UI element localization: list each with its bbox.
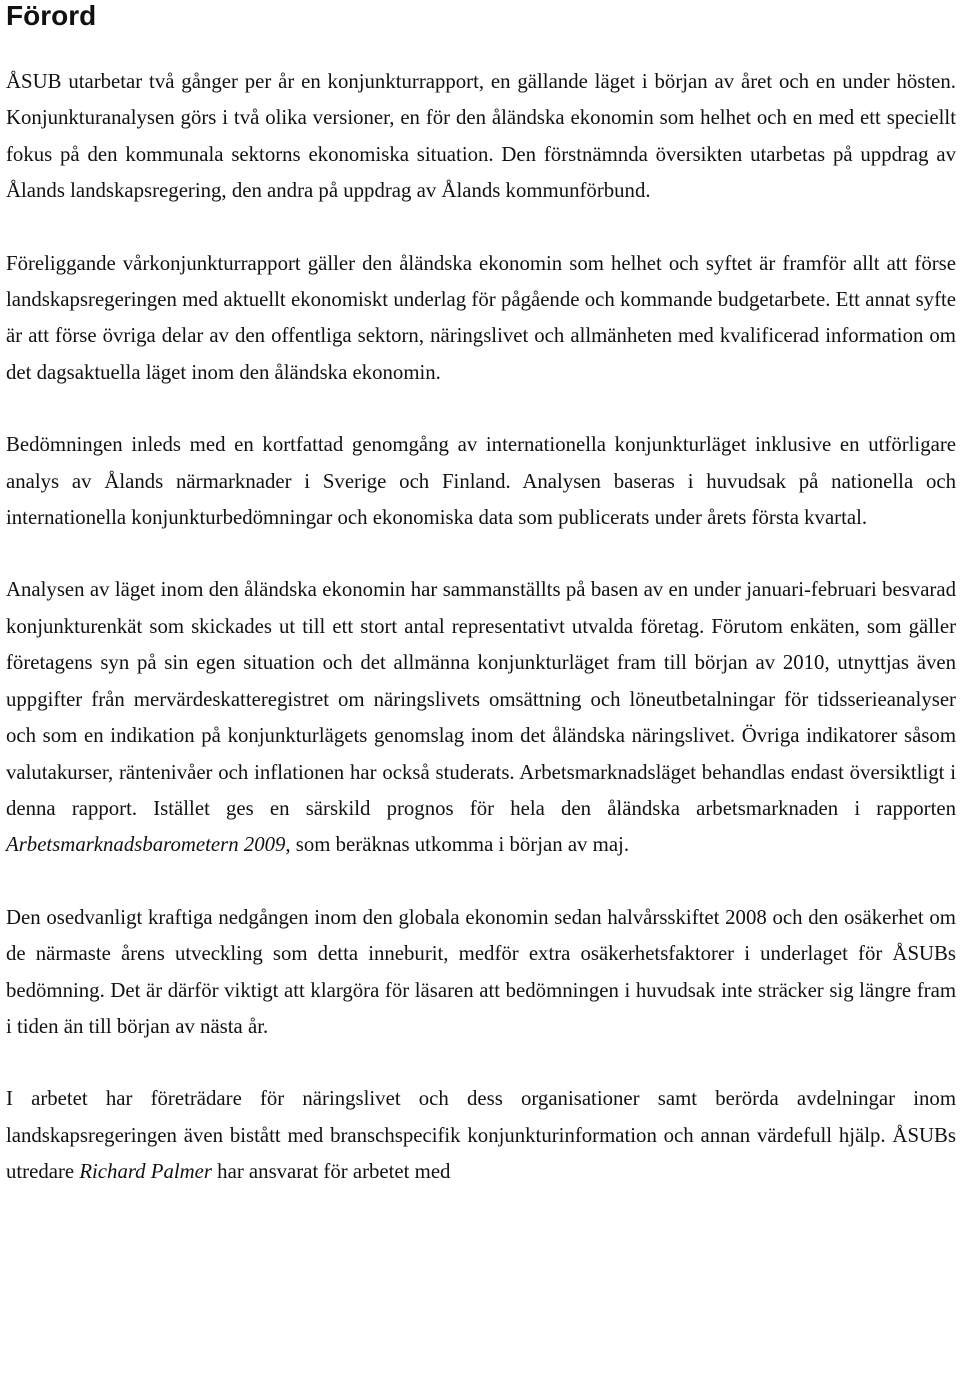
- paragraph-acknowledgements-text-before: I arbetet har företrädare för näringslivet och dess organisationer samt berörda avdelningar inom landskapsregeringen även bistått med branschspecifik konjunkturinformation och annan värdefull hjälp. ÅSUBs utredare: [6, 1087, 956, 1184]
- paragraph-method: [6, 572, 956, 863]
- author-name-emphasis: Richard Palmer: [79, 1160, 212, 1184]
- document-page: [6, 0, 956, 1191]
- paragraph-intro: ÅSUB utarbetar två gånger per år en konjunkturrapport, en gällande läget i början av året och en under hösten. Konjunkturanalysen görs i två olika versioner, en för den åländska ekonomin som helhet och en med ett speciellt fokus på den kommunala sektorns ekonomiska situation. Den förstnämnda översikten utarbetas på uppdrag av Ålands landskapsregering, den andra på uppdrag av Ålands kommunförbund.: [6, 70, 956, 203]
- paragraph-uncertainty: Den osedvanligt kraftiga nedgången inom den globala ekonomin sedan halvårsskiftet 2008 och den osäkerhet om de närmaste årens utveckling som detta inneburit, medför extra osäkerhetsfaktorer i underlaget för ÅSUBs bedömning. Det är därför viktigt att klargöra för läsaren att bedömningen i huvudsak inte sträcker sig längre fram i tiden än till början av nästa år.: [6, 905, 956, 1038]
- paragraph-acknowledgements: [6, 1081, 956, 1190]
- paragraph-international: Bedömningen inleds med en kortfattad genomgång av internationella konjunkturläget inklusive en utförligare analys av Ålands närmarknader i Sverige och Finland. Analysen baseras i huvudsak på nationella och internationella konjunkturbedömningar och ekonomiska data som publicerats under årets första kvartal.: [6, 433, 956, 530]
- paragraph-method-text-before: Analysen av läget inom den åländska ekonomin har sammanställts på basen av en under januari-februari besvarad konjunkturenkät som skickades ut till ett stort antal representativt utvalda företag. Förutom enkäten, som gäller företagens syn på sin egen situation och det allmänna konjunkturläget fram till början av 2010, utnyttjas även uppgifter från mervärdeskatteregistret om näringslivets omsättning och löneutbetalningar för tidsserieanalyser och som en indikation på konjunkturlägets genomslag inom det åländska näringslivet. Övriga indikatorer såsom valutakurser, räntenivåer och inflationen har också studerats. Arbetsmarknadsläget behandlas endast översiktligt i denna rapport. Istället ges en särskild prognos för hela den åländska arbetsmarknaden i rapporten: [6, 578, 956, 820]
- report-title-emphasis: Arbetsmarknadsbarometern 2009: [6, 833, 286, 857]
- paragraph-acknowledgements-text-after: har ansvarat för arbetet med: [211, 1160, 451, 1184]
- paragraph-purpose: Föreliggande vårkonjunkturrapport gäller den åländska ekonomin som helhet och syftet är framför allt att förse landskapsregeringen med aktuellt ekonomiskt underlag för pågående och kommande budgetarbete. Ett annat syfte är att förse övriga delar av den offentliga sektorn, näringslivet och allmänheten med kvalificerad information om det dagsaktuella läget inom den åländska ekonomin.: [6, 251, 956, 384]
- paragraph-method-text-after: , som beräknas utkomma i början av maj.: [285, 833, 630, 857]
- page-title: Förord: [6, 0, 97, 31]
